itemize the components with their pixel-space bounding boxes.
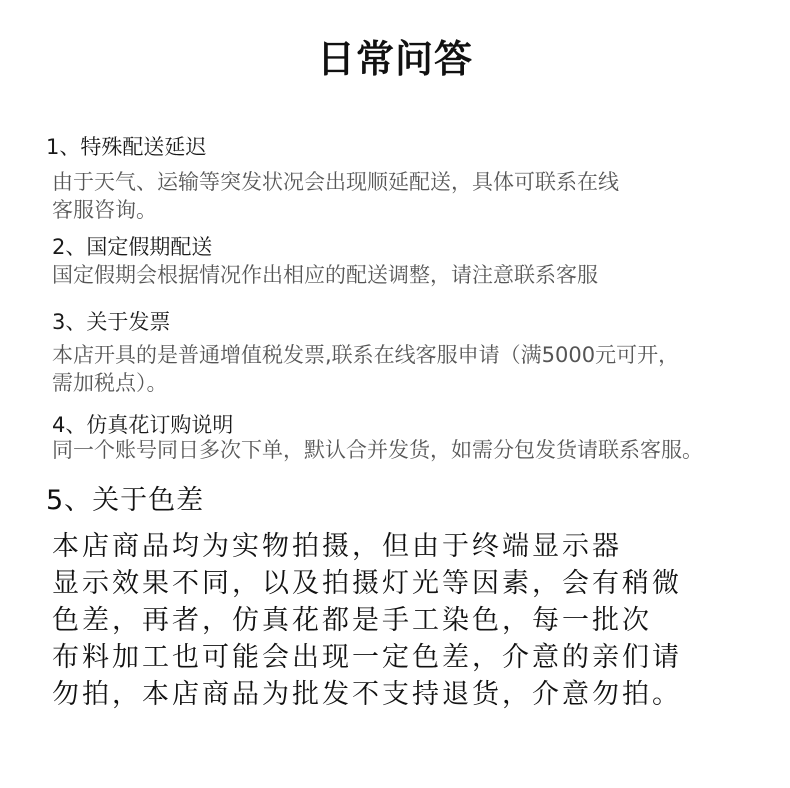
section-1-line-2: 客服咨询。	[52, 198, 157, 222]
section-5-line-3: 色差，再者，仿真花都是手工染色，每一批次	[52, 605, 652, 636]
section-5-body	[52, 528, 682, 713]
section-1-line-1: 由于天气、运输等突发状况会出现顺延配送，具体可联系在线	[52, 170, 619, 194]
section-3-body	[52, 341, 679, 397]
section-2-heading: 2、国定假期配送	[52, 235, 213, 259]
section-1-body	[52, 168, 619, 224]
section-1-heading: 1、特殊配送延迟	[46, 135, 207, 159]
section-5-line-1: 本店商品均为实物拍摄，但由于终端显示器	[52, 531, 622, 562]
section-5-line-5: 勿拍，本店商品为批发不支持退货，介意勿拍。	[52, 679, 682, 710]
section-2-body	[52, 261, 598, 289]
page-title: 日常问答	[316, 37, 473, 81]
section-5-heading: 5、关于色差	[46, 485, 205, 516]
section-4-line-1: 同一个账号同日多次下单，默认合并发货，如需分包发货请联系客服。	[52, 438, 703, 462]
section-3-line-1: 本店开具的是普通增值税发票,联系在线客服申请（满5000元可开，	[52, 343, 680, 367]
section-4-body	[52, 436, 703, 464]
section-5-line-4: 布料加工也可能会出现一定色差，介意的亲们请	[52, 642, 682, 673]
section-3-heading: 3、关于发票	[52, 310, 171, 334]
section-2-line-1: 国定假期会根据情况作出相应的配送调整，请注意联系客服	[52, 263, 598, 287]
section-3-line-2: 需加税点）。	[52, 371, 168, 395]
section-5-line-2: 显示效果不同，以及拍摄灯光等因素，会有稍微	[52, 568, 682, 599]
section-4-heading: 4、仿真花订购说明	[52, 413, 234, 437]
